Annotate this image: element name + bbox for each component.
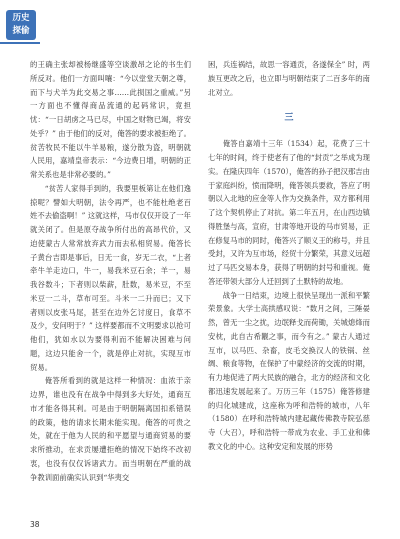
left-paragraph-3: 俺答所看到的就是这样一种情况：血浓于亲边界，谁也没有在战争中得到多大好处，通商互市才能各得其利。可是由于明朝隔离国扣系错误的政策，他的请求长期未能实现。俺答的可贵之处，就在于他为人民的和平愿望与通商贸易的要求所推动，在求贡屡遭拒绝的情况下始终不改初衷，也没有仅仅诉诸武力。而当明朝在严重的战争教训面前确实认识到“华夷交 <box>30 376 191 482</box>
section-heading: 三 <box>284 113 294 124</box>
left-column <box>30 58 191 526</box>
section-logo-line1: 历史 <box>12 13 30 23</box>
section-logo <box>6 10 36 40</box>
left-paragraph-2: “贫苦人家得手到的，我要里板第让在他们逸掠呢？譬如大明朝，法令再严，也不能杜绝老百姓不去偷盗啊！” 这就这样，马市仅仅开设了一年就关闭了。但是原夺战争所付出的高昂代价，又迫使蒙古人常常放弃武力而去私相贸易。俺答长子黄台吉即是事后，日无一食，岁无二衣，“上者牵牛羊走边口，牛一，易我米豆石余；羊一，易我谷数斗；下者则以柴薪，肚数，易米豆，不至米豆一二斗，草布可至。斗米一二升而已；又下者则以皮张马尾，甚至在边外乞讨度日，食草不及少，安问明于？” 这样要都而不文明要求以抢可他们，犹如水以为要得利而不能解决困难与问题，这边只能舍一个，就是停止对抗，实现互市贸易。 <box>30 183 191 372</box>
right-paragraph-3: 战争一日结束，边境上很快呈现出一派和平繁荣景象。大学士高拱感叹说：“数月之间，三陲晏然，曾无一尘之扰，边氓释戈而荷锄，关城熄烽而安枕，此自古希觏之事，而今有之。” 蒙古人通过互市，以马匹、杂畜，皮毛交换汉人的铁锅、丝绸、粮食等物，在保护了中蒙经济的交流的时期，有力地促进了两大民族的融合，北方的经济和文化都迅速发展起来了。万历三年（1575）俺答修建的归化城建成，这座称为呼和浩特的城市，八年（1580）在呼和浩特城内建起藏传佛教寺院弘慈寺（大召），呼和浩特一带成为农业、手工业和佛教文化的中心。这种安定和发展的形势 <box>208 290 370 451</box>
page-number: 38 <box>30 520 40 529</box>
right-column <box>208 58 370 526</box>
section-logo-line2: 探偷 <box>12 26 30 36</box>
right-paragraph-1: 困，兵连祸结，故思一容通贡，各遂保全” 时，两族互更改之后，也立即与明朝结束了二百多年的南北对立。 <box>208 60 370 97</box>
header-accent-bar <box>0 42 40 44</box>
right-paragraph-2: 俺答自嘉靖十三年（1534）起，花费了三十七年的时间，终于使老有了他的“封贡”之举成为现实。在隆庆四年（1570），俺答的孙子把汉那吉由于家庭纠纷，愤而降明，俺答领兵要救，答应了明朝以入北地的应金等人作为交换条件，双方都利用了这个契机停止了对抗。第二年五月，在山西边镇得胜堡与高，宣府，甘肃等地开设的马市贸易，正在修复马市的同时，俺答兴了顺义王的称号，并且受封，又许为互市场，经贸十分繁荣，其意义远超过了马匹交易本身，获得了明朝的封号和重视。俺答还带领大部分人迁回到了土默特的故地。 <box>208 139 370 286</box>
left-paragraph-1: 的王确主张却被杨继盛等空谈激昂之论的书生们所反对。他们一方面叫嚷：“今以堂堂天朝之尊，而下与犬羊为此交易之事……此损国之重威。”另一方面也不懂得商品流通的起码常识，竟担忧：“一日胡虏之马已尽，中国之财物已竭，将安处乎？” 由于他们的反对，俺答的要求被拒绝了。贫苦牧民不能以牛羊易粮，遂分散为盗，明朝就人民用，嘉靖皇帝表示：“今边费日增，明朝的正常关系也是非常必要的。” <box>30 60 191 179</box>
